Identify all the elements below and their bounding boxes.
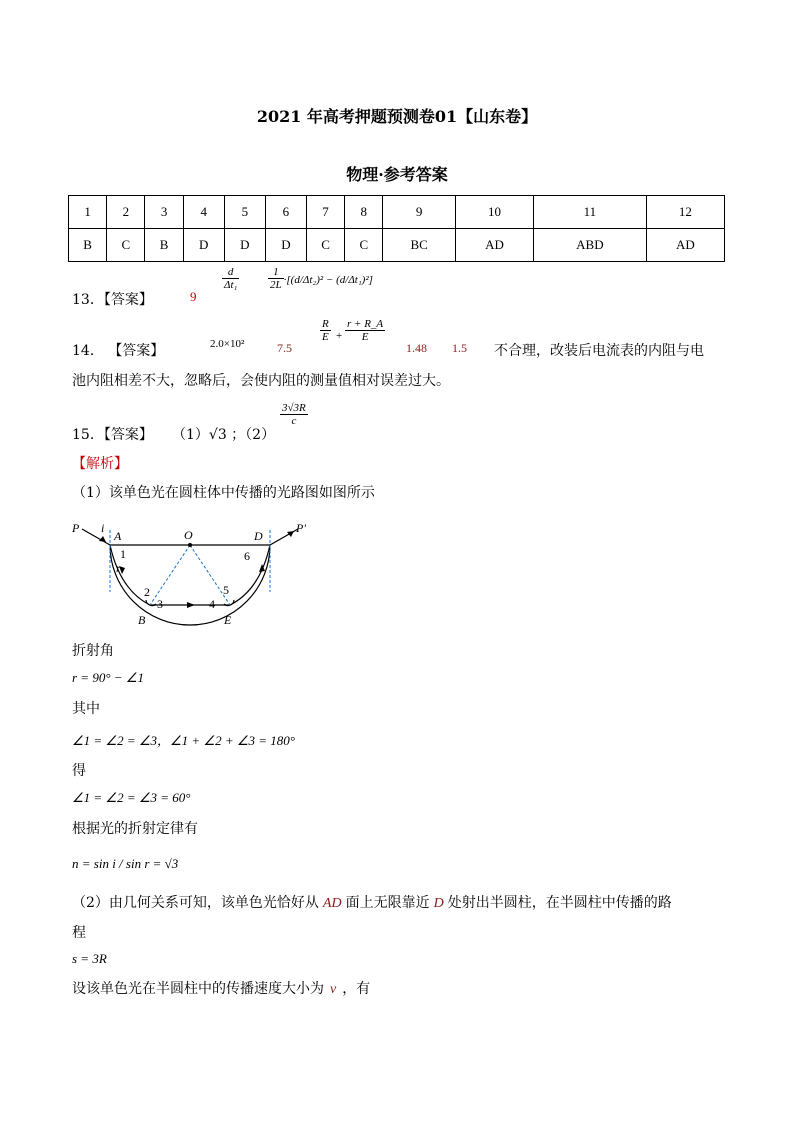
label-o: O xyxy=(184,528,193,542)
question-number-cell: 2 xyxy=(107,196,145,229)
label-e: E xyxy=(224,613,232,627)
label-b: B xyxy=(138,613,146,627)
question-number-cell: 11 xyxy=(534,196,647,229)
question-number-cell: 5 xyxy=(224,196,265,229)
answer-cell: AD xyxy=(646,229,724,262)
answer-cell: ABD xyxy=(534,229,647,262)
incident-ray xyxy=(82,529,110,545)
label-a: A xyxy=(114,529,122,543)
label-p-prime: P' xyxy=(296,521,306,535)
equation-2: ∠1 = ∠2 = ∠3，∠1 + ∠2 + ∠3 = 180° xyxy=(72,733,295,748)
label-angle-5: 5 xyxy=(223,583,229,597)
center-point-o xyxy=(188,543,192,547)
question-number-cell: 4 xyxy=(183,196,224,229)
answer-cell: D xyxy=(183,229,224,262)
arrow-b-e xyxy=(187,602,195,608)
answer-table xyxy=(68,195,725,262)
equation-5: s = 3R xyxy=(72,951,107,966)
where-label: 其中 xyxy=(72,701,100,717)
q13-value: 9 xyxy=(190,289,197,304)
question-number-cell: 8 xyxy=(345,196,383,229)
equation-4: n = sin i / sin r = √3 xyxy=(72,856,179,871)
answer-cell: D xyxy=(224,229,265,262)
q14-fraction-a: $\frac{R}{E}$ xyxy=(322,318,329,343)
answer-cell: BC xyxy=(383,229,456,262)
question-number-cell: 9 xyxy=(383,196,456,229)
answer-cell: C xyxy=(107,229,145,262)
answer-cell: B xyxy=(69,229,107,262)
light-path-diagram xyxy=(68,512,328,632)
radius-ob xyxy=(150,545,190,605)
q14-value-1: 2.0×10² xyxy=(210,338,245,350)
label-angle-1: 1 xyxy=(120,547,126,561)
refraction-angle-label: 折射角 xyxy=(72,643,114,659)
q14-label: 14． 【答案】 xyxy=(72,343,165,359)
answer-cell: C xyxy=(345,229,383,262)
q15-label: 15．【答案】 xyxy=(72,427,153,443)
analysis-part-1: （1）该单色光在圆柱体中传播的光路图如图所示 xyxy=(72,485,375,501)
answer-table-numbers-row xyxy=(69,196,725,229)
label-d: D xyxy=(254,529,263,543)
q13-fraction-1: $\frac{d}{\text{Δt₁}}$ xyxy=(224,266,238,291)
question-number-cell: 10 xyxy=(455,196,533,229)
answer-cell: C xyxy=(306,229,344,262)
question-number-cell: 6 xyxy=(265,196,306,229)
analysis-heading: 【解析】 xyxy=(72,456,128,472)
q14-fraction-b: $\frac{r + R\_A}{E}$ xyxy=(347,318,384,343)
label-i: i xyxy=(101,521,105,535)
q13-fraction-2: $\frac{1}{2L}$ ·[(d/Δt₂)² − (d/Δt₁)²] xyxy=(270,266,373,291)
question-number-cell: 7 xyxy=(306,196,344,229)
q15-part-1: （1）√3 ；（2） xyxy=(172,427,276,443)
label-angle-4: 4 xyxy=(209,597,215,611)
question-number-cell: 1 xyxy=(69,196,107,229)
label-p: P xyxy=(72,521,80,535)
q14-value-2: 7.5 xyxy=(277,341,292,355)
q14-text-1: 不合理，改装后电流表的内阻与电 xyxy=(494,343,704,359)
answer-cell: D xyxy=(265,229,306,262)
label-angle-3: 3 xyxy=(157,597,163,611)
label-r: r xyxy=(116,561,121,575)
equation-3: ∠1 = ∠2 = ∠3 = 60° xyxy=(72,790,191,805)
label-angle-6: 6 xyxy=(244,549,250,563)
q14-value-4: 1.5 xyxy=(452,341,467,355)
analysis-part-2: （2）由几何关系可知，该单色光恰好从 AD 面上无限靠近 D 处射出半圆柱，在半圆柱中传播的路 xyxy=(72,895,672,911)
q14-text-2: 池内阻相差不大，忽略后，会使内阻的测量值相对误差过大。 xyxy=(72,373,450,389)
analysis-part-2-cont: 程 xyxy=(72,925,86,941)
analysis-part-3: 设该单色光在半圆柱中的传播速度大小为 v ，有 xyxy=(72,981,371,997)
page-title: 2021 年高考押题预测卷01【山东卷】 xyxy=(256,107,538,126)
question-number-cell: 3 xyxy=(145,196,183,229)
q15-fraction: $\frac{3√3R}{c}$ xyxy=(282,402,306,427)
q14-value-3: 1.48 xyxy=(406,341,427,355)
answer-cell: AD xyxy=(455,229,533,262)
question-number-cell: 12 xyxy=(646,196,724,229)
snell-law-label: 根据光的折射定律有 xyxy=(72,821,198,837)
label-angle-2: 2 xyxy=(144,585,150,599)
plus-sign: + xyxy=(336,330,343,342)
answer-table-answers-row xyxy=(69,229,725,262)
get-label: 得 xyxy=(72,763,86,779)
q13-label: 13．【答案】 xyxy=(72,292,153,308)
equation-1: r = 90° − ∠1 xyxy=(72,670,144,685)
answer-cell: B xyxy=(145,229,183,262)
page-subtitle: 物理·参考答案 xyxy=(346,165,448,184)
